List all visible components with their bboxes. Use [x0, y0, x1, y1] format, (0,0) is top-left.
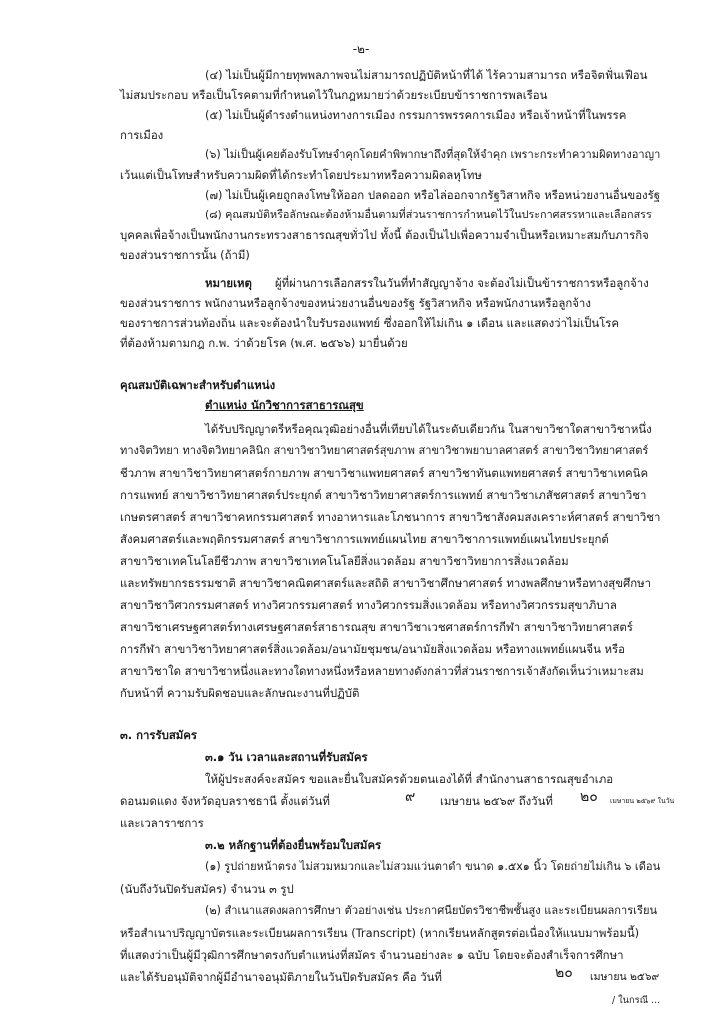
qualification-line: (๗) ไม่เป็นผู้เคยถูกลงโทษให้ออก ปลดออก หรือไล่ออกจากรัฐวิสาหกิจ หรือหน่วยงานอื่นของรัฐ — [205, 188, 660, 202]
degree-line: สาขาวิชาเศรษฐศาสตร์ทางเศรษฐศาสตร์สาธารณสุข สาขาวิชาเวชศาสตร์การกีฬา สาขาวิชาวิทยาศาสตร์ — [120, 620, 633, 634]
subsection-heading: ๓.๒ หลักฐานที่ต้องยื่นพร้อมใบสมัคร — [205, 838, 382, 852]
qualification-line: (๖) ไม่เป็นผู้เคยต้องรับโทษจำคุกโดยคำพิพากษาถึงที่สุดให้จำคุก เพราะกระทำความผิดทางอาญา — [205, 148, 661, 161]
position-title: ตำแหน่ง นักวิชาการสาธารณสุข — [205, 398, 364, 412]
handwritten-start-day: ๙ — [405, 789, 416, 805]
document-line: หรือสำเนาปริญญาบัตรและระเบียนผลการเรียน (Transcript) (หากเรียนหลักสูตรต่อเนื่องให้แนบมาพร้อมนี้) — [120, 926, 640, 940]
document-line: (นับถึงวันปิดรับสมัคร) จำนวน ๓ รูป — [120, 882, 294, 896]
degree-line: กับหน้าที่ ความรับผิดชอบและลักษณะงานที่ปฏิบัติ — [120, 686, 360, 700]
degree-line: สาขาวิชาใด สาขาวิชาหนึ่งและทางใดทางหนึ่งหรือหลายทางดังกล่าวที่ส่วนราชการเจ้าสังกัดเห็นว่าเหมาะสม — [120, 664, 644, 678]
qualification-line: (๔) ไม่เป็นผู้มีกายทุพพลภาพจนไม่สามารถปฏิบัติหน้าที่ได้ ไร้ความสามารถ หรือจิตฟั่นเฟือน — [205, 68, 648, 82]
document-line: (๒) สำเนาแสดงผลการศึกษา ตัวอย่างเช่น ประกาศนียบัตรวิชาชีพชั้นสูง และระเบียนผลการเรียน — [205, 904, 658, 917]
application-line: และเวลาราชการ — [120, 816, 204, 830]
document-line: ที่แสดงว่าเป็นผู้มีวุฒิการศึกษาตรงกับตำแหน่งที่สมัคร จำนวนอย่างละ ๑ ฉบับ โดยจะต้องสำเร็จการศึกษา — [120, 948, 624, 962]
section-heading: ๓. การรับสมัคร — [120, 728, 198, 742]
remark-line: ของราชการส่วนท้องถิ่น และจะต้องนำใบรับรองแพทย์ ซึ่งออกให้ไม่เกิน ๑ เดือน และแสดงว่าไม่เป็นโรค — [120, 316, 619, 330]
remark-line: ของส่วนราชการ พนักงานหรือลูกจ้างของหน่วยงานอื่นของรัฐ รัฐวิสาหกิจ หรือพนักงานหรือลูกจ้าง — [120, 296, 591, 310]
page-number: -๒- — [352, 42, 370, 56]
degree-line: การแพทย์ สาขาวิชาวิทยาศาสตร์ประยุกต์ สาขาวิชาวิทยาศาสตร์การแพทย์ สาขาวิชาเภสัชศาสตร์ สาขาวิชา — [120, 488, 647, 502]
handwritten-end-day: ๒๐ — [580, 789, 598, 805]
application-line: ดอนมดแดง จังหวัดอุบลราชธานี ตั้งแต่วันที่ — [120, 794, 330, 808]
degree-line: และทรัพยากรธรรมชาติ สาขาวิชาคณิตศาสตร์และสถิติ สาขาวิชาศึกษาศาสตร์ ทางพลศึกษาหรือทางสุขศึกษา — [120, 576, 652, 590]
degree-line: ได้รับปริญญาตรีหรือคุณวุฒิอย่างอื่นที่เทียบได้ในระดับเดียวกัน ในสาขาวิชาใดสาขาวิชาหนึ่ง — [205, 422, 652, 436]
qualification-line: (๘) คุณสมบัติหรือลักษณะต้องห้ามอื่นตามที่ส่วนราชการกำหนดไว้ในประกาศสรรหาและเลือกสรร — [205, 208, 652, 221]
degree-line: การกีฬา สาขาวิชาวิทยาศาสตร์สิ่งแวดล้อม/อนามัยชุมชน/อนามัยสิ่งแวดล้อม หรือทางแพทย์แผนจีน หรือ — [120, 642, 625, 656]
remark-label: หมายเหตุ — [205, 276, 252, 290]
qualification-line: การเมือง — [120, 128, 164, 142]
qualification-line: (๕) ไม่เป็นผู้ดำรงตำแหน่งทางการเมือง กรรมการพรรคการเมือง หรือเจ้าหน้าที่ในพรรค — [205, 108, 627, 122]
degree-line: ชีวภาพ สาขาวิชาวิทยาศาสตร์กายภาพ สาขาวิชาแพทยศาสตร์ สาขาวิชาทันตแพทยศาสตร์ สาขาวิชาเทคนิค — [120, 466, 649, 480]
application-line: เมษายน ๒๕๖๙ ถึงวันที่ — [440, 794, 553, 808]
degree-line: สังคมศาสตร์และพฤติกรรมศาสตร์ สาขาวิชาการแพทย์แผนไทย สาขาวิชาการแพทย์แผนไทยประยุกต์ — [120, 532, 609, 546]
degree-line: สาขาวิชาเทคโนโลยีชีวภาพ สาขาวิชาเทคโนโลยีสิ่งแวดล้อม สาขาวิชาวิทยาการสิ่งแวดล้อม — [120, 554, 569, 568]
application-line: เมษายน ๒๕๖๙ ในวัน — [610, 797, 675, 805]
continuation-note: / ในกรณี ... — [612, 995, 661, 1006]
document-line: (๑) รูปถ่ายหน้าตรง ไม่สวมหมวกและไม่สวมแว่นตาดำ ขนาด ๑.๕x๑ นิ้ว โดยถ่ายไม่เกิน ๖ เดือน — [205, 860, 661, 873]
remark-line: ที่ต้องห้ามตามกฎ ก.พ. ว่าด้วยโรค (พ.ศ. ๒๕๖๖) มายื่นด้วย — [120, 336, 408, 350]
remark-line: ผู้ที่ผ่านการเลือกสรรในวันที่ทำสัญญาจ้าง จะต้องไม่เป็นข้าราชการหรือลูกจ้าง — [275, 276, 649, 290]
handwritten-deadline-day: ๒๐ — [555, 965, 573, 981]
degree-line: สาขาวิชาวิศวกรรมศาสตร์ ทางวิศวกรรมศาสตร์ ทางวิศวกรรมสิ่งแวดล้อม หรือทางวิศวกรรมสุขาภิบาล — [120, 598, 617, 612]
section-heading: คุณสมบัติเฉพาะสำหรับตำแหน่ง — [120, 378, 276, 392]
document-line: เมษายน ๒๕๖๙ — [590, 971, 660, 983]
qualification-line: บุคคลเพื่อจ้างเป็นพนักงานกระทรวงสาธารณสุขทั่วไป ทั้งนี้ ต้องเป็นไปเพื่อความจำเป็นหรือเหมาะสมกับภารกิจ — [120, 228, 649, 242]
document-line: และได้รับอนุมัติจากผู้มีอำนาจอนุมัติภายในวันปิดรับสมัคร คือ วันที่ — [120, 970, 442, 984]
qualification-line: เว้นแต่เป็นโทษสำหรับความผิดที่ได้กระทำโดยประมาทหรือความผิดลหุโทษ — [120, 168, 482, 182]
qualification-line: ของส่วนราชการนั้น (ถ้ามี) — [120, 248, 250, 262]
subsection-heading: ๓.๑ วัน เวลาและสถานที่รับสมัคร — [205, 750, 368, 764]
degree-line: ทางจิตวิทยา ทางจิตวิทยาคลินิก สาขาวิชาวิทยาศาสตร์สุขภาพ สาขาวิชาพยาบาลศาสตร์ สาขาวิชาวิทยาศาสตร์ — [120, 444, 649, 457]
degree-line: เกษตรศาสตร์ สาขาวิชาคหกรรมศาสตร์ ทางอาหารและโภชนาการ สาขาวิชาสังคมสงเคราะห์ศาสตร์ สาขาวิชา — [120, 510, 661, 524]
application-line: ให้ผู้ประสงค์จะสมัคร ขอและยื่นใบสมัครด้วยตนเองได้ที่ สำนักงานสาธารณสุขอำเภอ — [205, 772, 614, 786]
qualification-line: ไม่สมประกอบ หรือเป็นโรคตามที่กำหนดไว้ในกฎหมายว่าด้วยระเบียบข้าราชการพลเรือน — [120, 88, 548, 102]
